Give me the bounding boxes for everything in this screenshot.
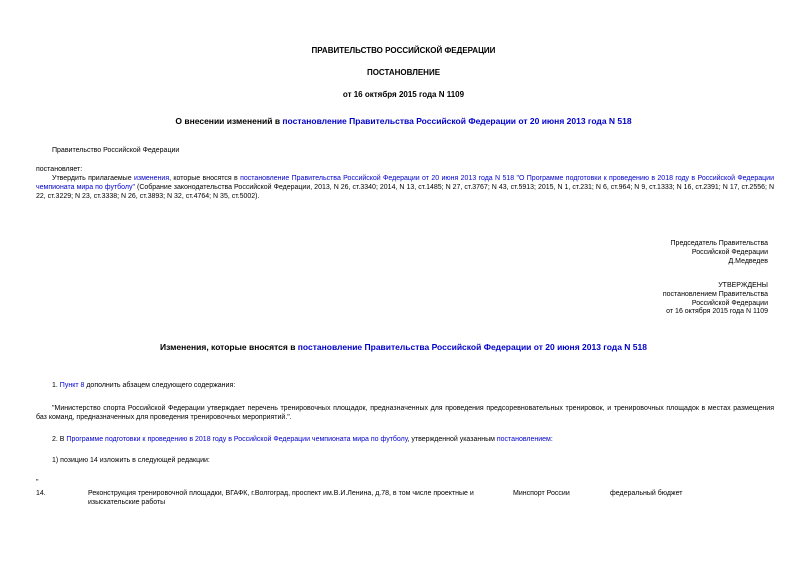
item-1-number: 1. — [52, 382, 60, 389]
decree-text-3: (Собрание законодательства Российской Федерации, 2013, N 26, ст.3340; 2014, N 13, ст.1485; N 27, ст.3767; N 43, ст.5913; 2015, N 1, ст.231; N 6, ст.964; N 9, ст.1333; N 16, ст.2391; N 17, ст.2556; N 22, ст.3229; N 23, ст.3338; N 26, ст.3893; N 32, ст.4764; N 35, ст.5002). — [36, 183, 774, 200]
approved-country: Российской Федерации — [691, 299, 768, 307]
signature-country: Российской Федерации — [691, 248, 768, 256]
item-2-number: 2. В — [52, 436, 67, 443]
changes-title-prefix: Изменения, которые вносятся в — [160, 342, 298, 352]
item-2 — [52, 436, 553, 445]
header-government: ПРАВИТЕЛЬСТВО РОССИЙСКОЙ ФЕДЕРАЦИИ — [311, 46, 496, 55]
document-title-prefix: О внесении изменений в — [175, 116, 283, 126]
approved-block — [560, 282, 768, 317]
approved-heading: УТВЕРЖДЕНЫ — [718, 282, 768, 289]
row-14-ministry: Минспорт России — [513, 490, 570, 497]
signature-name: Д.Медведев — [728, 257, 768, 265]
decree-text-1: Утвердить прилагаемые — [52, 175, 134, 182]
changes-title — [0, 342, 807, 353]
decree-paragraph — [36, 175, 774, 201]
preamble-decrees: постановляет: — [36, 166, 83, 173]
preamble-government: Правительство Российской Федерации — [52, 147, 180, 154]
signature-block — [560, 240, 768, 266]
item-2-text: , утвержденной указанным — [407, 436, 497, 443]
approved-date: от 16 октября 2015 года N 1109 — [666, 308, 768, 316]
row-14-number: 14. — [36, 490, 46, 497]
item-1-link[interactable]: Пункт 8 — [59, 382, 85, 389]
approved-by: постановлением Правительства — [662, 290, 768, 298]
open-quote: " — [36, 479, 39, 486]
row-14-description: Реконструкция тренировочной площадки, ВГАФК, г.Волгоград, проспект им.В.И.Ленина, д.78, в том числе проектные и изыскательские работы — [88, 490, 474, 506]
item-2-link-program[interactable]: Программе подготовки к проведению в 2018 году в Российской Федерации чемпионата мира по футболу — [66, 436, 408, 443]
signature-position: Председатель Правительства — [670, 240, 768, 247]
header-doc-type: ПОСТАНОВЛЕНИЕ — [366, 68, 441, 77]
quote-paragraph: "Министерство спорта Российской Федерации утверждает перечень тренировочных площадок, предназначенных для проведения предсоревновательных тренировок, и тренировочных площадок в местах размещения баз команд, предназначенных для проведения тренировочных мероприятий.". — [36, 405, 774, 421]
item-2-end: : — [550, 436, 553, 443]
row-14-budget: федеральный бюджет — [610, 490, 683, 497]
decree-link-resolution[interactable]: постановление Правительства Российской Федерации от 20 июня 2013 года N 518 "О Программе подготовки к проведению в 2018 году в Российской Федерации чемпионата мира по футболу" — [36, 175, 774, 191]
item-2-link-resolution[interactable]: постановлением — [496, 436, 551, 443]
item-2-1: 1) позицию 14 изложить в следующей редакции: — [52, 457, 210, 464]
item-1-text: дополнить абзацем следующего содержания: — [84, 382, 236, 389]
decree-link-changes[interactable]: изменения — [133, 175, 170, 182]
changes-title-link[interactable]: постановление Правительства Российской Федерации от 20 июня 2013 года N 518 — [297, 342, 647, 352]
decree-text-2: , которые вносятся в — [169, 175, 241, 182]
header-date-number: от 16 октября 2015 года N 1109 — [342, 90, 465, 99]
document-title-link[interactable]: постановление Правительства Российской Федерации от 20 июня 2013 года N 518 — [282, 116, 632, 126]
document-title — [0, 116, 807, 127]
item-1 — [52, 382, 235, 391]
